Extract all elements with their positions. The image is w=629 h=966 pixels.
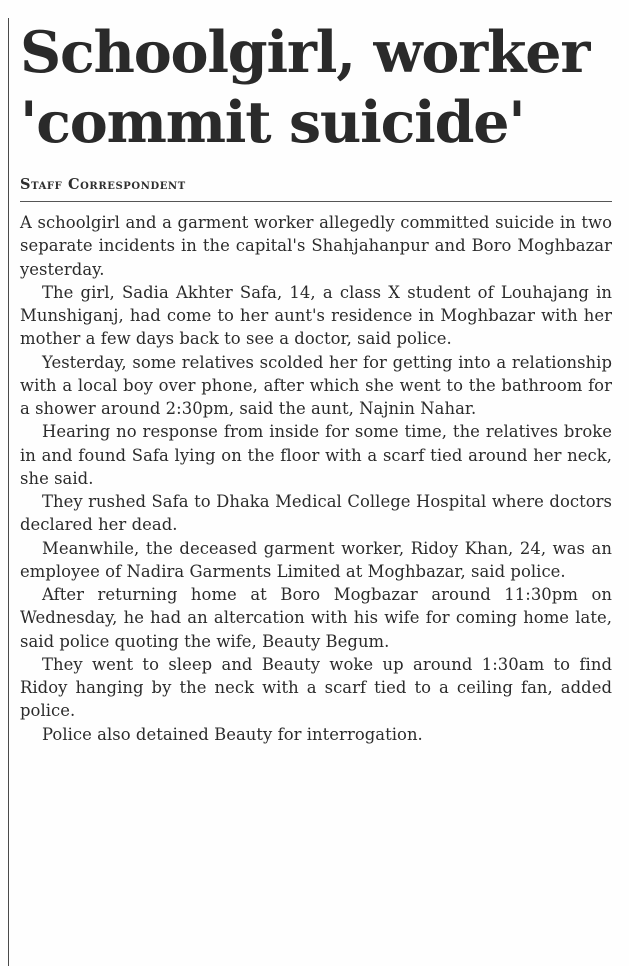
paragraph-3: Yesterday, some relatives scolded her for getting into a relationship with a local boy over phone, after which she went to the bathroom for a shower around 2:30pm, said the aunt, Najnin Nahar. bbox=[20, 352, 612, 418]
column-rule bbox=[8, 18, 9, 966]
paragraph-7: After returning home at Boro Mogbazar around 11:30pm on Wednesday, he had an altercation with his wife for coming home late, said police quoting the wife, Beauty Begum. bbox=[20, 585, 612, 651]
headline-line-2: 'commit suicide' bbox=[20, 89, 525, 156]
paragraph-2: The girl, Sadia Akhter Safa, 14, a class X student of Louhajang in Munshiganj, had come to her aunt's residence in Moghbazar with her mother a few days back to see a doctor, said police. bbox=[20, 282, 612, 349]
paragraph-6: Meanwhile, the deceased garment worker, Ridoy Khan, 24, was an employee of Nadira Garments Limited at Moghbazar, said police. bbox=[20, 538, 612, 581]
headline-line-1: Schoolgirl, worker bbox=[20, 19, 590, 86]
paragraph-4: Hearing no response from inside for some time, the relatives broke in and found Safa lying on the floor with a scarf tied around her neck, she said. bbox=[20, 422, 612, 488]
paragraph-5: They rushed Safa to Dhaka Medical College Hospital where doctors declared her dead. bbox=[20, 492, 612, 535]
headline bbox=[20, 18, 612, 158]
paragraph-9: Police also detained Beauty for interrogation. bbox=[42, 724, 423, 744]
article-body bbox=[20, 211, 612, 746]
paragraph-1: A schoolgirl and a garment worker allegedly committed suicide in two separate incidents in the capital's Shahjahanpur and Boro Moghbazar yesterday. bbox=[20, 213, 612, 279]
news-article bbox=[20, 18, 612, 746]
byline-divider bbox=[20, 201, 612, 202]
byline: Staff Correspondent bbox=[20, 176, 186, 193]
paragraph-8: They went to sleep and Beauty woke up around 1:30am to find Ridoy hanging by the neck with a scarf tied to a ceiling fan, added police. bbox=[20, 654, 612, 721]
